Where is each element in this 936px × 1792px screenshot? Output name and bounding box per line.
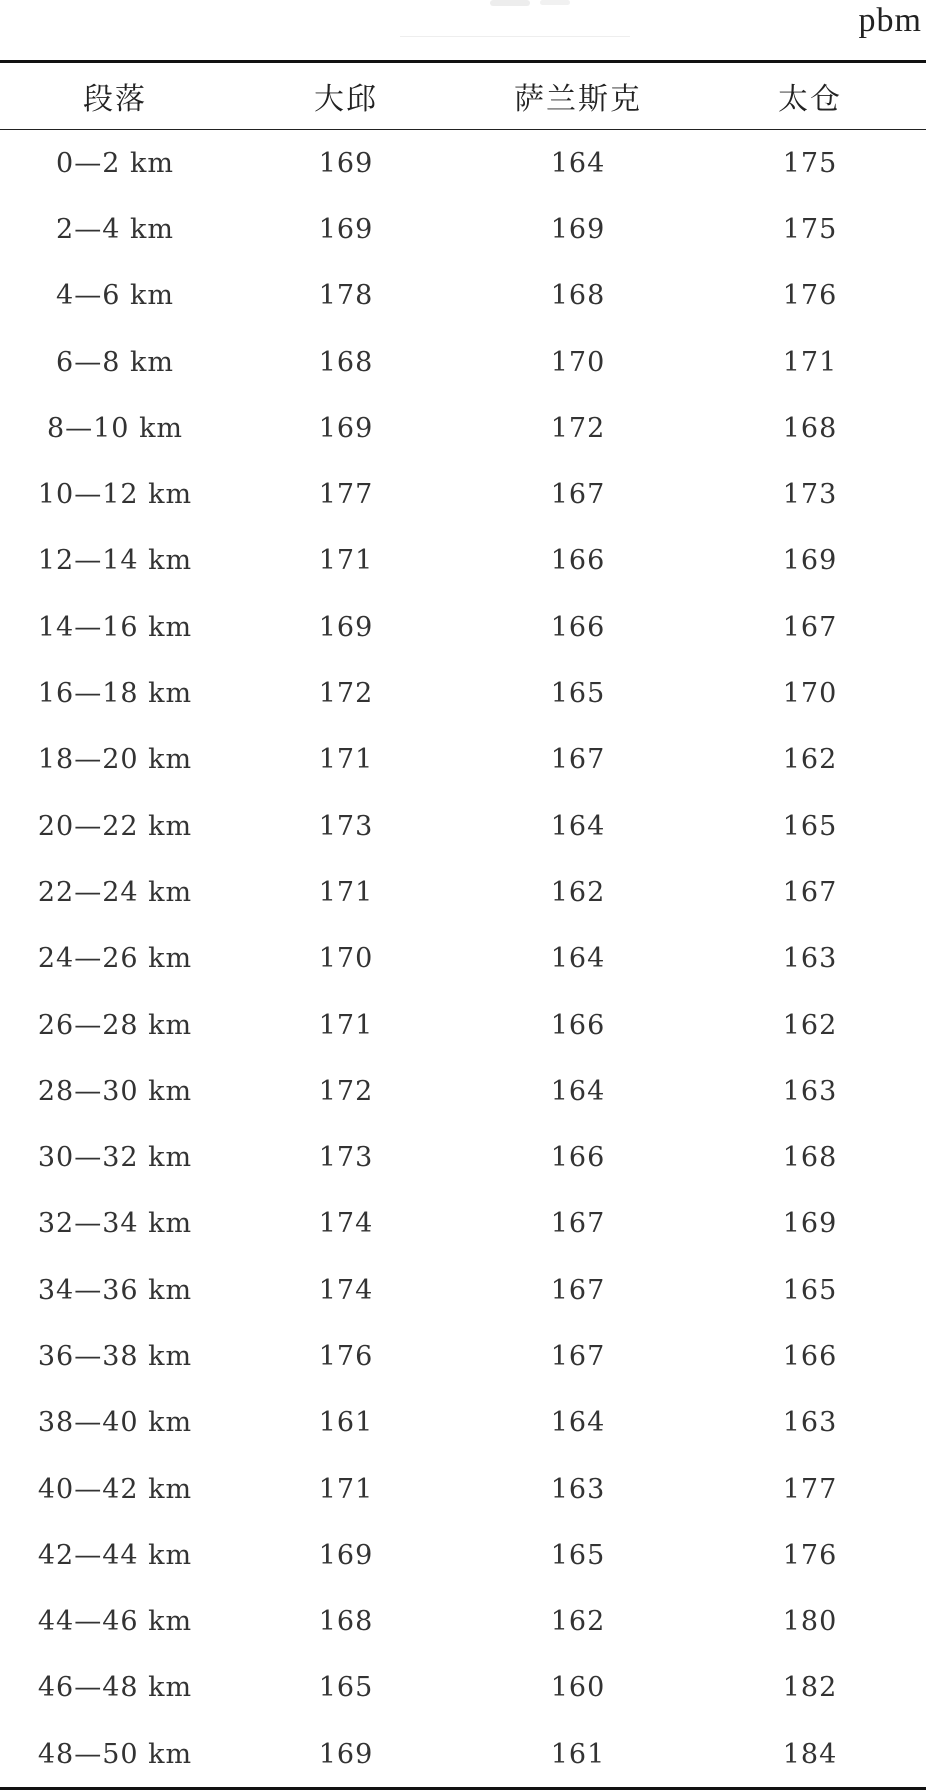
daegu-cell: 178: [318, 280, 374, 312]
faded-title-mark: [490, 0, 530, 6]
segment-cell: 0—2 km: [56, 147, 174, 179]
saransk-cell: 164: [550, 943, 606, 975]
table-row: [0, 1589, 926, 1655]
saransk-cell: 172: [550, 412, 606, 444]
taicang-cell: 163: [782, 1407, 838, 1439]
table-row: [0, 1721, 926, 1789]
faded-title-remnant: [400, 0, 630, 40]
table-row: [0, 395, 926, 461]
header-saransk: 萨兰斯克: [462, 62, 694, 130]
saransk-cell: 170: [550, 346, 606, 378]
segment-cell: 8—10 km: [46, 412, 184, 444]
daegu-cell: 169: [318, 147, 374, 179]
segment-cell: 20—22 km: [37, 810, 193, 842]
taicang-cell: 168: [782, 412, 838, 444]
table-row: [0, 196, 926, 262]
segment-cell: 22—24 km: [37, 876, 193, 908]
segment-cell: 30—32 km: [37, 1142, 193, 1174]
daegu-cell: 176: [318, 1340, 374, 1372]
table-row: [0, 660, 926, 726]
table-row: [0, 1522, 926, 1588]
faded-title-mark: [540, 0, 570, 5]
daegu-cell: 169: [318, 213, 374, 245]
segment-cell: 14—16 km: [37, 611, 193, 643]
header-segment: 段落: [0, 62, 230, 130]
table-row: [0, 263, 926, 329]
segment-cell: 36—38 km: [37, 1340, 193, 1372]
daegu-cell: 169: [318, 1539, 374, 1571]
saransk-cell: 169: [550, 213, 606, 245]
saransk-cell: 166: [550, 1009, 606, 1041]
daegu-cell: 171: [318, 545, 374, 577]
daegu-cell: 169: [318, 412, 374, 444]
daegu-cell: 171: [318, 744, 374, 776]
segment-cell: 48—50 km: [37, 1738, 193, 1770]
saransk-cell: 167: [550, 479, 606, 511]
daegu-cell: 172: [318, 1075, 374, 1107]
table-row: [0, 461, 926, 527]
segment-cell: 6—8 km: [56, 346, 174, 378]
segment-cell: 32—34 km: [37, 1208, 193, 1240]
daegu-cell: 161: [318, 1407, 374, 1439]
taicang-cell: 180: [782, 1606, 838, 1638]
table-row: [0, 926, 926, 992]
taicang-cell: 173: [782, 479, 838, 511]
saransk-cell: 164: [550, 810, 606, 842]
daegu-cell: 169: [318, 611, 374, 643]
table-row: [0, 528, 926, 594]
taicang-cell: 165: [782, 1274, 838, 1306]
daegu-cell: 168: [318, 346, 374, 378]
saransk-cell: 163: [550, 1473, 606, 1505]
saransk-cell: 162: [550, 1606, 606, 1638]
daegu-cell: 165: [318, 1672, 374, 1704]
header-row: [0, 62, 926, 130]
taicang-cell: 170: [782, 678, 838, 710]
header-daegu: 大邱: [230, 62, 462, 130]
taicang-cell: 176: [782, 280, 838, 312]
daegu-cell: 177: [318, 479, 374, 511]
taicang-cell: 177: [782, 1473, 838, 1505]
table-row: [0, 1191, 926, 1257]
faded-title-rule: [400, 36, 630, 37]
saransk-cell: 167: [550, 1340, 606, 1372]
saransk-cell: 168: [550, 280, 606, 312]
taicang-cell: 169: [782, 545, 838, 577]
taicang-cell: 175: [782, 147, 838, 179]
segment-cell: 18—20 km: [37, 744, 193, 776]
daegu-cell: 171: [318, 1473, 374, 1505]
saransk-cell: 167: [550, 1274, 606, 1306]
table-row: [0, 992, 926, 1058]
segment-cell: 16—18 km: [37, 678, 193, 710]
taicang-cell: 171: [782, 346, 838, 378]
table-row: [0, 1124, 926, 1190]
taicang-cell: 167: [782, 611, 838, 643]
segment-cell: 12—14 km: [37, 545, 193, 577]
table-row: [0, 1655, 926, 1721]
saransk-cell: 165: [550, 1539, 606, 1571]
saransk-cell: 164: [550, 147, 606, 179]
table-row: [0, 859, 926, 925]
table-body: [0, 130, 926, 1789]
daegu-cell: 168: [318, 1606, 374, 1638]
header-taicang: 太仓: [694, 62, 926, 130]
segment-cell: 42—44 km: [37, 1539, 193, 1571]
daegu-cell: 173: [318, 810, 374, 842]
segment-cell: 38—40 km: [37, 1407, 193, 1439]
table-row: [0, 727, 926, 793]
saransk-cell: 164: [550, 1407, 606, 1439]
saransk-cell: 161: [550, 1738, 606, 1770]
taicang-cell: 165: [782, 810, 838, 842]
saransk-cell: 165: [550, 678, 606, 710]
taicang-cell: 169: [782, 1208, 838, 1240]
daegu-cell: 173: [318, 1142, 374, 1174]
daegu-cell: 171: [318, 876, 374, 908]
saransk-cell: 160: [550, 1672, 606, 1704]
segment-cell: 40—42 km: [37, 1473, 193, 1505]
segment-cell: 46—48 km: [37, 1672, 193, 1704]
daegu-cell: 170: [318, 943, 374, 975]
table-row: [0, 1257, 926, 1323]
segment-cell: 44—46 km: [37, 1606, 193, 1638]
segment-cell: 24—26 km: [37, 943, 193, 975]
daegu-cell: 171: [318, 1009, 374, 1041]
taicang-cell: 162: [782, 744, 838, 776]
table-row: [0, 130, 926, 197]
daegu-cell: 174: [318, 1208, 374, 1240]
taicang-cell: 182: [782, 1672, 838, 1704]
taicang-cell: 166: [782, 1340, 838, 1372]
taicang-cell: 162: [782, 1009, 838, 1041]
saransk-cell: 167: [550, 1208, 606, 1240]
daegu-cell: 169: [318, 1738, 374, 1770]
segment-cell: 4—6 km: [56, 280, 174, 312]
taicang-cell: 163: [782, 943, 838, 975]
heart-rate-table: [0, 60, 926, 1790]
table-row: [0, 1323, 926, 1389]
saransk-cell: 162: [550, 876, 606, 908]
unit-label: pbm: [858, 2, 922, 39]
segment-cell: 28—30 km: [37, 1075, 193, 1107]
table-row: [0, 1058, 926, 1124]
saransk-cell: 166: [550, 545, 606, 577]
table-row: [0, 329, 926, 395]
segment-cell: 2—4 km: [56, 213, 174, 245]
taicang-cell: 168: [782, 1142, 838, 1174]
segment-cell: 26—28 km: [37, 1009, 193, 1041]
segment-cell: 10—12 km: [37, 479, 193, 511]
saransk-cell: 166: [550, 611, 606, 643]
taicang-cell: 175: [782, 213, 838, 245]
table-row: [0, 1456, 926, 1522]
segment-cell: 34—36 km: [37, 1274, 193, 1306]
taicang-cell: 167: [782, 876, 838, 908]
table-row: [0, 594, 926, 660]
taicang-cell: 163: [782, 1075, 838, 1107]
taicang-cell: 176: [782, 1539, 838, 1571]
daegu-cell: 174: [318, 1274, 374, 1306]
saransk-cell: 164: [550, 1075, 606, 1107]
taicang-cell: 184: [782, 1738, 838, 1770]
saransk-cell: 166: [550, 1142, 606, 1174]
table-row: [0, 793, 926, 859]
daegu-cell: 172: [318, 678, 374, 710]
saransk-cell: 167: [550, 744, 606, 776]
table-row: [0, 1390, 926, 1456]
